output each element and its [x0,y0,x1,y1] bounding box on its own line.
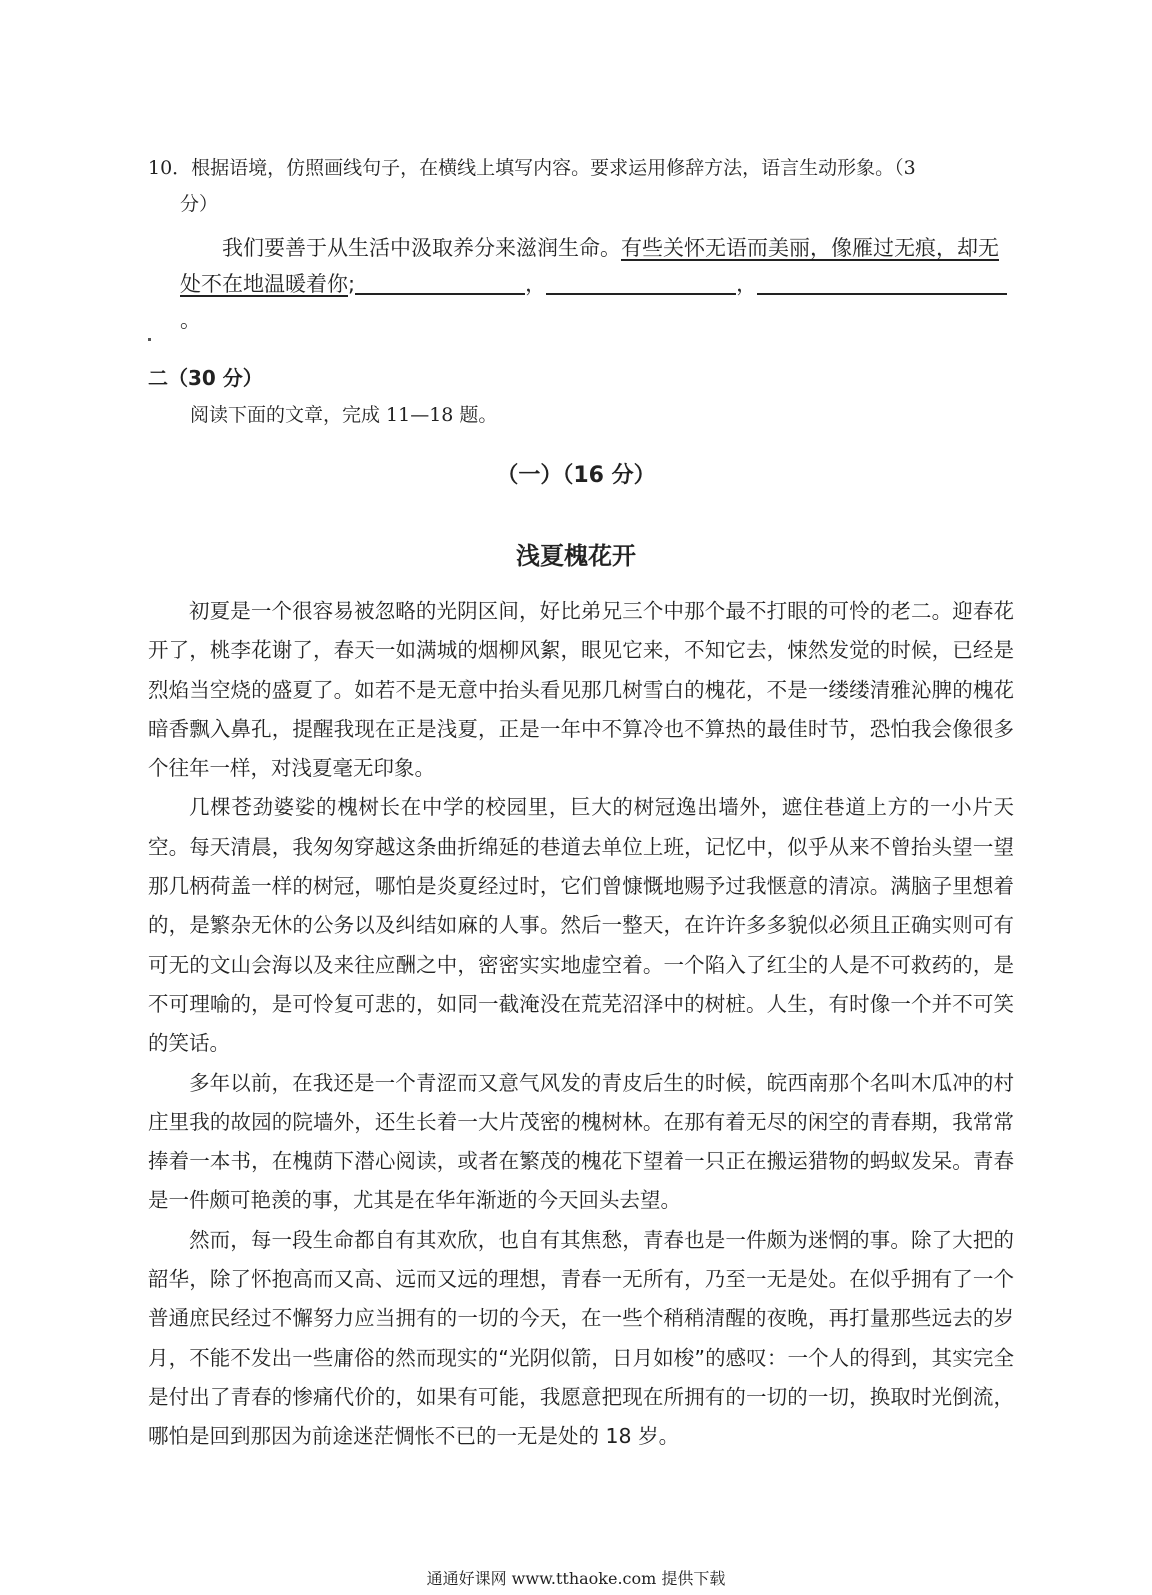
scan-speck [148,338,151,341]
fill-blank-1[interactable] [355,271,525,295]
underlined-sentence-part2: 处不在地温暖着你 [180,272,348,296]
section-2-heading: 二（30 分） [148,366,263,390]
question-10-prompt [148,150,1028,222]
semicolon: ; [348,272,356,296]
essay-paragraph-3: 多年以前，在我还是一个青涩而又意气风发的青皮后生的时候，皖西南那个名叫木瓜冲的村庄里我的故园的院墙外，还生长着一大片茂密的槐树林。在那有着无尽的闲空的青春期，我常常捧着一本书，在槐荫下潜心阅读，或者在繁茂的槐花下望着一只正在搬运猎物的蚂蚁发呆。青春是一件颇可艳羡的事，尤其是在华年渐逝的今天回头去望。 [148,1070,1014,1213]
essay-paragraph-2: 几棵苍劲婆娑的槐树长在中学的校园里，巨大的树冠逸出墙外，遮住巷道上方的一小片天空。每天清晨，我匆匆穿越这条曲折绵延的巷道去单位上班，记忆中，似乎从来不曾抬头望一望那几柄荷盖一样的树冠，哪怕是炎夏经过时，它们曾慷慨地赐予过我惬意的清凉。满脑子里想着的，是繁杂无休的公务以及纠结如麻的人事。然后一整天，在许许多多貌似必须且正确实则可有可无的文山会海以及来往应酬之中，密密实实地虚空着。一个陷入了红尘的人是不可救药的，是不可理喻的，是可怜复可悲的，如同一截淹没在荒芜沼泽中的树桩。人生，有时像一个并不可笑的笑话。 [148,795,1014,1056]
essay-paragraph-4: 然而，每一段生命都自有其欢欣，也自有其焦愁，青春也是一件颇为迷惘的事。除了大把的韶华，除了怀抱高而又高、远而又远的理想，青春一无所有，乃至一无是处。在似乎拥有了一个普通庶民经过不懈努力应当拥有的一切的今天，在一些个稍稍清醒的夜晚，再打量那些远去的岁月，不能不发出一些庸俗的然而现实的“光阴似箭，日月如梭”的感叹：一个人的得到，其实完全是付出了青春的惨痛代价的，如果有可能，我愿意把现在所拥有的一切的一切，换取时光倒流，哪怕是回到那因为前途迷茫惆怅不已的一无是处的 18 岁。 [148,1227,1014,1449]
page-footer: 通通好课网 www.tthaoke.com 提供下载 [426,1569,726,1588]
essay-paragraph-1: 初夏是一个很容易被忽略的光阴区间，好比弟兄三个中那个最不打眼的可怜的老二。迎春花开了，桃李花谢了，春天一如满城的烟柳风絮，眼见它来，不知它去，悚然发觉的时候，已经是烈焰当空烧的盛夏了。如若不是无意中抬头看见那几树雪白的槐花，不是一缕缕清雅沁脾的槐花暗香飘入鼻孔，提醒我现在正是浅夏，正是一年中不算冷也不算热的最佳时节，恐怕我会像很多个往年一样，对浅夏毫无印象。 [148,599,1014,781]
fill-blank-2[interactable] [546,271,736,295]
comma-2: ， [736,272,758,296]
lead-sentence: 我们要善于从生活中汲取养分来滋润生命。 [222,236,621,260]
question-10-body [180,230,1020,338]
essay-body [148,592,1014,1457]
part-title: （一）（16 分） [496,463,656,488]
comma-1: ， [525,272,547,296]
question-10-text: 10．根据语境，仿照画线句子，在横线上填写内容。要求运用修辞方法，语言生动形象。（3 [148,157,916,179]
period: 。 [180,308,201,332]
fill-blank-3[interactable] [757,271,1007,295]
question-10-points: 分） [180,193,219,215]
underlined-sentence-part1: 有些关怀无语而美丽，像雁过无痕，却无 [621,236,999,260]
essay-title: 浅夏槐花开 [516,542,636,570]
section-2-instruction: 阅读下面的文章，完成 11—18 题。 [190,404,498,426]
